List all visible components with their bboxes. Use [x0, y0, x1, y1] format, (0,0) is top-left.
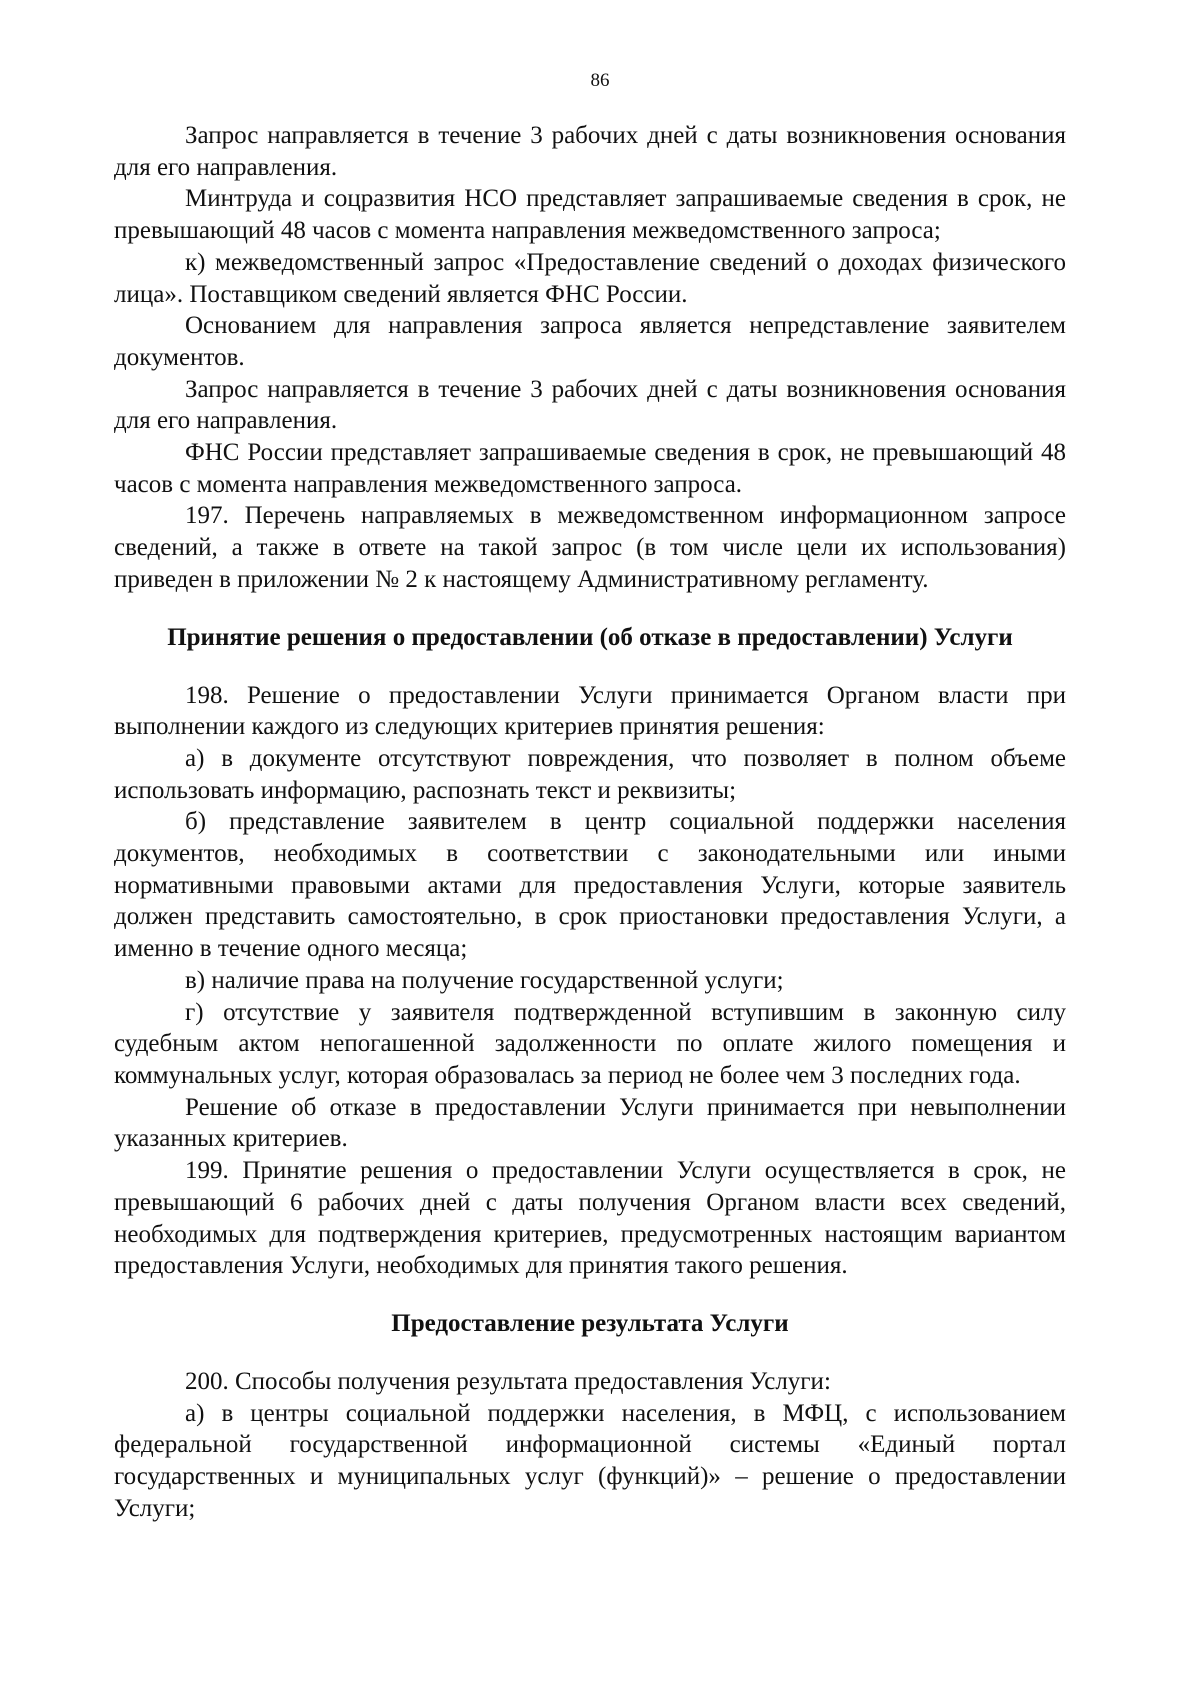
paragraph: 198. Решение о предоставлении Услуги принимается Органом власти при выполнении каждого из следующих критериев принятия решения: [114, 681, 1066, 741]
paragraph: б) представление заявителем в центр социальной поддержки населения документов, необходимых в соответствии с законодательными или иными нормативными правовыми актами для предоставления Услуги, которые заявитель должен представить самостоятельно, в срок приостановки предоставления Услуги, а именно в течение одного месяца; [114, 808, 1066, 963]
paragraph: 200. Способы получения результата предоставления Услуги: [185, 1367, 831, 1395]
paragraph: Запрос направляется в течение 3 рабочих дней с даты возникновения основания для его направления. [114, 122, 1066, 181]
paragraph: ФНС России представляет запрашиваемые сведения в срок, не превышающий 48 часов с момента направления межведомственного запроса. [114, 439, 1066, 498]
paragraph: 199. Принятие решения о предоставлении Услуги осуществляется в срок, не превышающий 6 рабочих дней с даты получения Органом власти всех сведений, необходимых для подтверждения критериев, предусмотренных настоящим вариантом предоставления Услуги, необходимых для принятия такого решения. [114, 1157, 1066, 1280]
paragraph: к) межведомственный запрос «Предоставление сведений о доходах физического лица». Поставщиком сведений является ФНС России. [114, 248, 1066, 308]
section-heading: Принятие решения о предоставлении (об отказе в предоставлении) Услуги [167, 623, 1013, 651]
document-body [114, 120, 1066, 1524]
paragraph: а) в документе отсутствуют повреждения, что позволяет в полном объеме использовать информацию, распознать текст и реквизиты; [114, 744, 1066, 804]
paragraph: Основанием для направления запроса является непредставление заявителем документов. [114, 312, 1066, 371]
paragraph: г) отсутствие у заявителя подтвержденной вступившим в законную силу судебным актом непогашенной задолженности по оплате жилого помещения и коммунальных услуг, которая образовалась за период не более чем 3 последних года. [114, 998, 1066, 1089]
paragraph: Минтруда и соцразвития НСО представляет запрашиваемые сведения в срок, не превышающий 48 часов с момента направления межведомственного запроса; [114, 185, 1066, 245]
paragraph: в) наличие права на получение государственной услуги; [185, 966, 784, 994]
paragraph: а) в центры социальной поддержки населения, в МФЦ, с использованием федеральной государственной информационной системы «Единый портал государственных и муниципальных услуг (функций)» – решение о предоставлении Услуги; [114, 1399, 1066, 1522]
paragraph: Решение об отказе в предоставлении Услуги принимается при невыполнении указанных критериев. [114, 1093, 1066, 1153]
section-heading: Предоставление результата Услуги [391, 1309, 789, 1337]
paragraph: 197. Перечень направляемых в межведомственном информационном запросе сведений, а также в ответе на такой запрос (в том числе цели их использования) приведен в приложении № 2 к настоящему Административному регламенту. [114, 502, 1066, 593]
page-number: 86 [590, 70, 610, 91]
paragraph: Запрос направляется в течение 3 рабочих дней с даты возникновения основания для его направления. [114, 375, 1066, 435]
